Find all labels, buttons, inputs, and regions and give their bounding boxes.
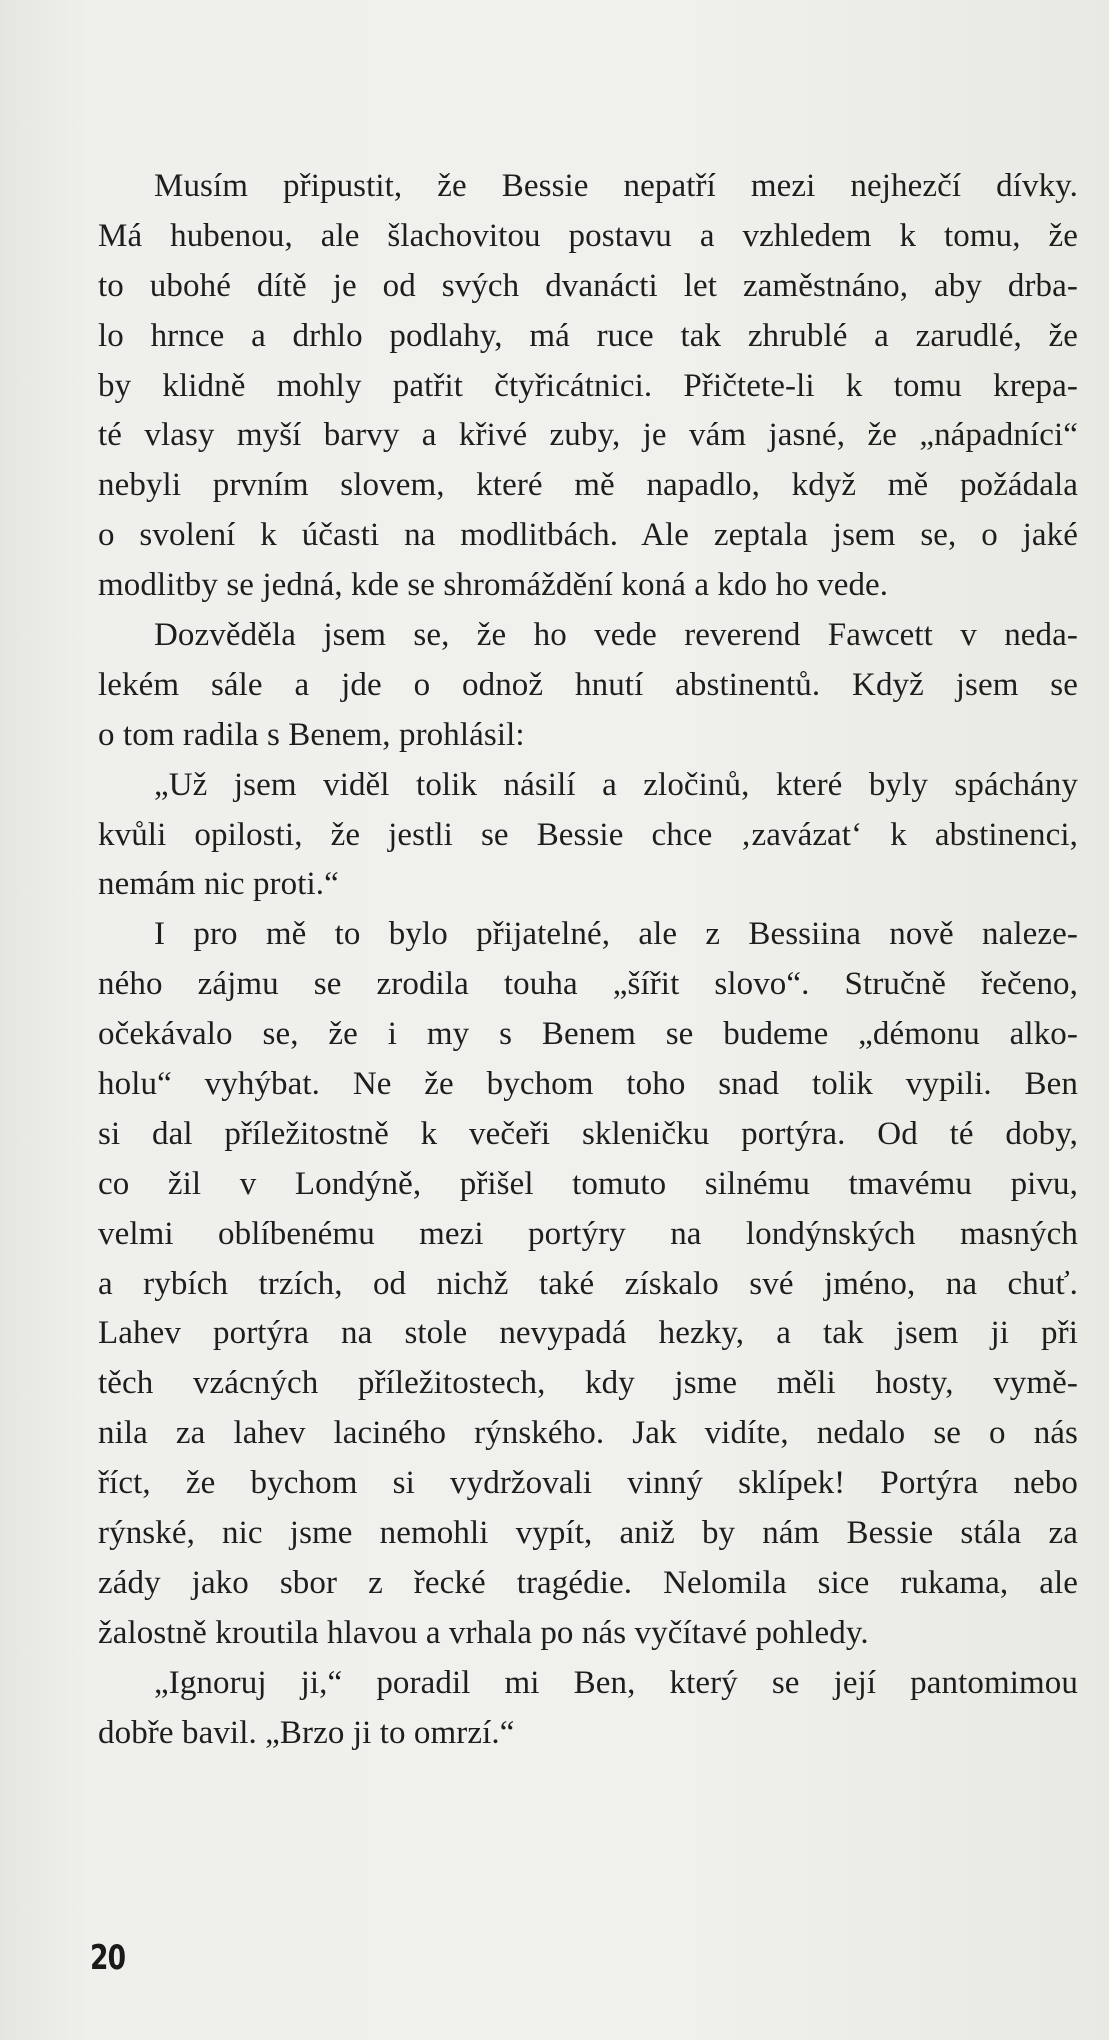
text-line: „Ignoruj ji,“ poradil mi Ben, který se její pantomimou <box>154 1664 1078 1701</box>
text-line: žalostně kroutila hlavou a vrhala po nás vyčítavé pohledy. <box>98 1614 869 1651</box>
text-line: o tom radila s Benem, prohlásil: <box>98 716 525 753</box>
text-line: a rybích trzích, od nichž také získalo své jméno, na chuť. <box>98 1265 1078 1302</box>
text-line: té vlasy myší barvy a křivé zuby, je vám jasné, že „nápadníci“ <box>98 417 1078 454</box>
text-line: modlitby se jedná, kde se shromáždění koná a kdo ho vede. <box>98 567 889 604</box>
text-line: ného zájmu se zrodila touha „šířit slovo“. Stručně řečeno, <box>98 966 1078 1003</box>
text-line: co žil v Londýně, přišel tomuto silnému tmavému pivu, <box>98 1165 1078 1202</box>
text-line: holu“ vyhýbat. Ne že bychom toho snad tolik vypili. Ben <box>98 1066 1078 1103</box>
text-line: říct, že bychom si vydržovali vinný sklípek! Portýra nebo <box>98 1465 1078 1502</box>
text-line: Dozvěděla jsem se, že ho vede reverend Fawcett v neda- <box>154 617 1078 654</box>
text-line: o svolení k účasti na modlitbách. Ale zeptala jsem se, o jaké <box>98 517 1078 554</box>
text-line: nila za lahev laciného rýnského. Jak vidíte, nedalo se o nás <box>98 1415 1078 1452</box>
text-line: si dal příležitostně k večeři skleničku portýra. Od té doby, <box>98 1115 1078 1152</box>
text-line: velmi oblíbenému mezi portýry na londýnských masných <box>98 1215 1078 1252</box>
text-line: Lahev portýra na stole nevypadá hezky, a tak jsem ji při <box>98 1315 1078 1352</box>
text-line: Má hubenou, ale šlachovitou postavu a vzhledem k tomu, že <box>98 217 1078 254</box>
text-line: lo hrnce a drhlo podlahy, má ruce tak zhrublé a zarudlé, že <box>98 317 1078 354</box>
text-line: očekávalo se, že i my s Benem se budeme „démonu alko- <box>98 1016 1078 1053</box>
text-line: těch vzácných příležitostech, kdy jsme měli hosty, vymě- <box>98 1365 1078 1402</box>
text-line: dobře bavil. „Brzo ji to omrzí.“ <box>98 1714 515 1751</box>
text-line: nebyli prvním slovem, které mě napadlo, když mě požádala <box>98 467 1078 504</box>
text-line: Musím připustit, že Bessie nepatří mezi nejhezčí dívky. <box>154 168 1078 204</box>
text-line: nemám nic proti.“ <box>98 866 339 903</box>
text-line: to ubohé dítě je od svých dvanácti let zaměstnáno, aby drba- <box>98 267 1078 304</box>
text-line: lekém sále a jde o odnož hnutí abstinentů. Když jsem se <box>98 666 1078 703</box>
text-line: I pro mě to bylo přijatelné, ale z Bessiina nově naleze- <box>154 916 1078 953</box>
text-line: rýnské, nic jsme nemohli vypít, aniž by nám Bessie stála za <box>98 1515 1078 1552</box>
text-line: kvůli opilosti, že jestli se Bessie chce ‚zavázat‘ k abstinenci, <box>98 816 1078 853</box>
text-line: „Už jsem viděl tolik násilí a zločinů, které byly spáchány <box>154 766 1078 803</box>
text-line: by klidně mohly patřit čtyřicátnici. Přičtete-li k tomu krepa- <box>98 367 1078 404</box>
page-number: 20 <box>90 1938 126 1978</box>
text-line: zády jako sbor z řecké tragédie. Nelomila sice rukama, ale <box>98 1564 1078 1601</box>
body-text <box>98 162 1078 1759</box>
